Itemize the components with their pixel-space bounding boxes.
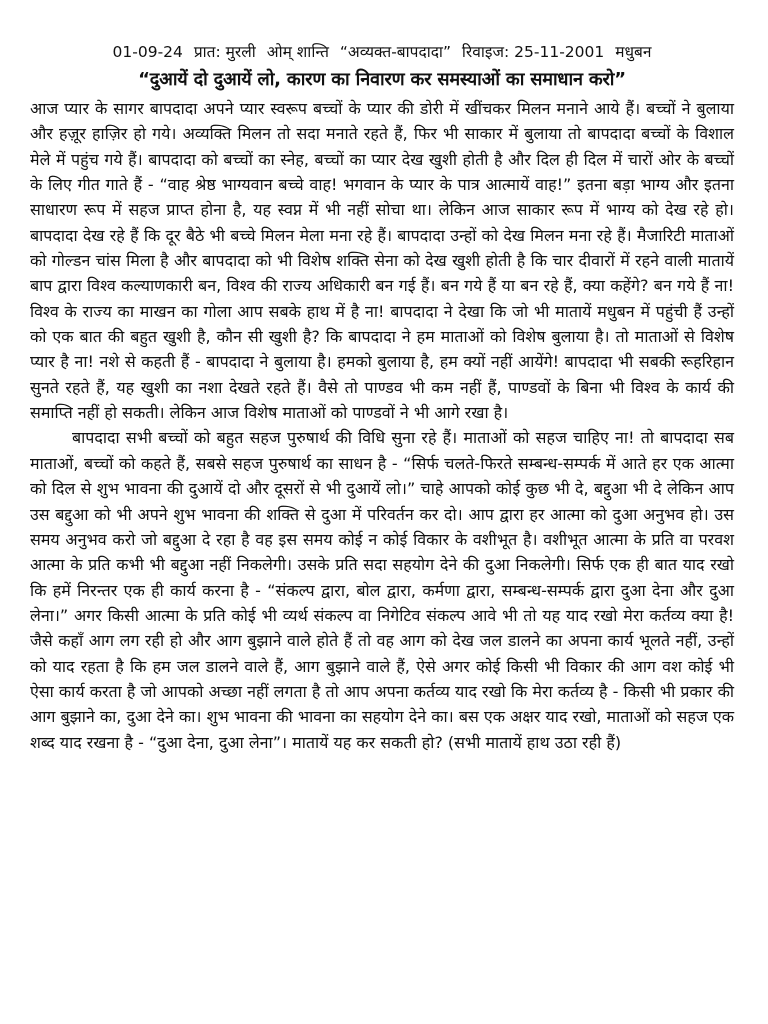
murli-speaker: “अव्यक्त-बापदादा” <box>339 43 451 61</box>
revised-date: रिवाइज: 25-11-2001 <box>461 43 605 61</box>
paragraph-2: बापदादा सभी बच्चों को बहुत सहज पुरुषार्थ की विधि सुना रहे हैं। माताओं को सहज चाहिए ना! तो बापदादा सब माताओं, बच्चों को कहते हैं, सबसे सहज पुरुषार्थ का साधन है - “सिर्फ चलते-फिरते सम्बन्ध-सम्पर्क में आते हर एक आत्मा को दिल से शुभ भावना की दुआयें दो और दूसरों से भी दुआयें लो।” चाहे आपको कोई कुछ भी दे, बद्दुआ भी दे लेकिन आप उस बद्दुआ को भी अपने शुभ भावना की शक्ति से दुआ में परिवर्तन कर दो। आप द्वारा हर आत्मा को दुआ अनुभव हो। उस समय अनुभव करो जो बद्दुआ दे रहा है वह इस समय कोई न कोई विकार के वशीभूत है। वशीभूत आत्मा के प्रति वा परवश आत्मा के प्रति कभी भी बद्दुआ नहीं निकलेगी। उसके प्रति सदा सहयोग देने की दुआ निकलेगी। सिर्फ एक ही बात याद रखो कि हमें निरन्तर एक ही कार्य करना है - “संकल्प द्वारा, बोल द्वारा, कर्मणा द्वारा, सम्बन्ध-सम्पर्क द्वारा दुआ देना और दुआ लेना।” अगर किसी आत्मा के प्रति कोई भी व्यर्थ संकल्प वा निगेटिव संकल्प आवे भी तो यह याद रखो मेरा कर्तव्य क्या है! जैसे कहाँ आग लग रही हो और आग बुझाने वाले होते हैं तो वह आग को देख जल डालने का अपना कार्य भूलते नहीं, उन्हों को याद रहता है कि हम जल डालने वाले हैं, आग बुझाने वाले हैं, ऐसे अगर कोई किसी भी विकार की आग वश कोई भी ऐसा कार्य करता है जो आपको अच्छा नहीं लगता है तो आप अपना कर्तव्य याद रखो कि मेरा कर्तव्य है - किसी भी प्रकार की आग बुझाने का, दुआ देने का। शुभ भावना की भावना का सहयोग देने का। बस एक अक्षर याद रखो, माताओं को सहज एक शब्द याद रखना है - “दुआ देना, दुआ लेना”। मातायें यह कर सकती हो? (सभी मातायें हाथ उठा रही हैं) <box>30 428 734 752</box>
murli-type: प्रात: मुरली <box>193 43 256 61</box>
murli-header <box>30 38 734 66</box>
murli-place: मधुबन <box>615 43 652 61</box>
om-shanti: ओम् शान्ति <box>266 43 329 61</box>
murli-body <box>30 96 734 755</box>
paragraph-1: आज प्यार के सागर बापदादा अपने प्यार स्वरूप बच्चों के प्यार की डोरी में खींचकर मिलन मनाने आये हैं। बच्चों ने बुलाया और हज़ूर हाज़िर हो गये। अव्यक्ति मिलन तो सदा मनाते रहते हैं, फिर भी साकार में बुलाया तो बापदादा बच्चों के विशाल मेले में पहुंच गये हैं। बापदादा को बच्चों का स्नेह, बच्चों का प्यार देख खुशी होती है और दिल ही दिल में चारों ओर के बच्चों के लिए गीत गाते हैं - “वाह श्रेष्ठ भाग्यवान बच्चे वाह! भगवान के प्यार के पात्र आत्मायें वाह!” इतना बड़ा भाग्य और इतना साधारण रूप में सहज प्राप्त होना है, यह स्वप्न में भी नहीं सोचा था। लेकिन आज साकार रूप में भाग्य को देख रहे हो। बापदादा देख रहे हैं कि दूर बैठे भी बच्चे मिलन मेला मना रहे हैं। बापदादा उन्हों को देख मिलन मना रहे हैं। मैजारिटी माताओं को गोल्डन चांस मिला है और बापदादा को भी विशेष शक्ति सेना को देख खुशी होती है कि चार दीवारों में रहने वाली मातायें बाप द्वारा विश्व कल्याणकारी बन, विश्व की राज्य अधिकारी बन गई हैं। बन गये हैं या बन रहे हैं, क्या कहेंगे? बन गये हैं ना! विश्व के राज्य का माखन का गोला आप सबके हाथ में है ना! बापदादा ने देखा कि जो भी मातायें मधुबन में पहुंची हैं उन्हों को एक बात की बहुत खुशी है, कौन सी खुशी है? कि बापदादा ने हम माताओं को विशेष बुलाया है। तो माताओं से विशेष प्यार है ना! नशे से कहती हैं - बापदादा ने बुलाया है। हमको बुलाया है, हम क्यों नहीं आयेंगे! बापदादा भी सबकी रूहरिहान सुनते रहते हैं, यह खुशी का नशा देखते रहते हैं। वैसे तो पाण्डव भी कम नहीं हैं, पाण्डवों के बिना भी विश्व के कार्य की समाप्ति नहीं हो सकती। लेकिन आज विशेष माताओं को पाण्डवों ने भी आगे रखा है। <box>30 99 734 423</box>
murli-title: “दुआयें दो दुआयें लो, कारण का निवारण कर समस्याओं का समाधान करो” <box>138 69 626 90</box>
murli-date: 01-09-24 <box>112 43 183 61</box>
